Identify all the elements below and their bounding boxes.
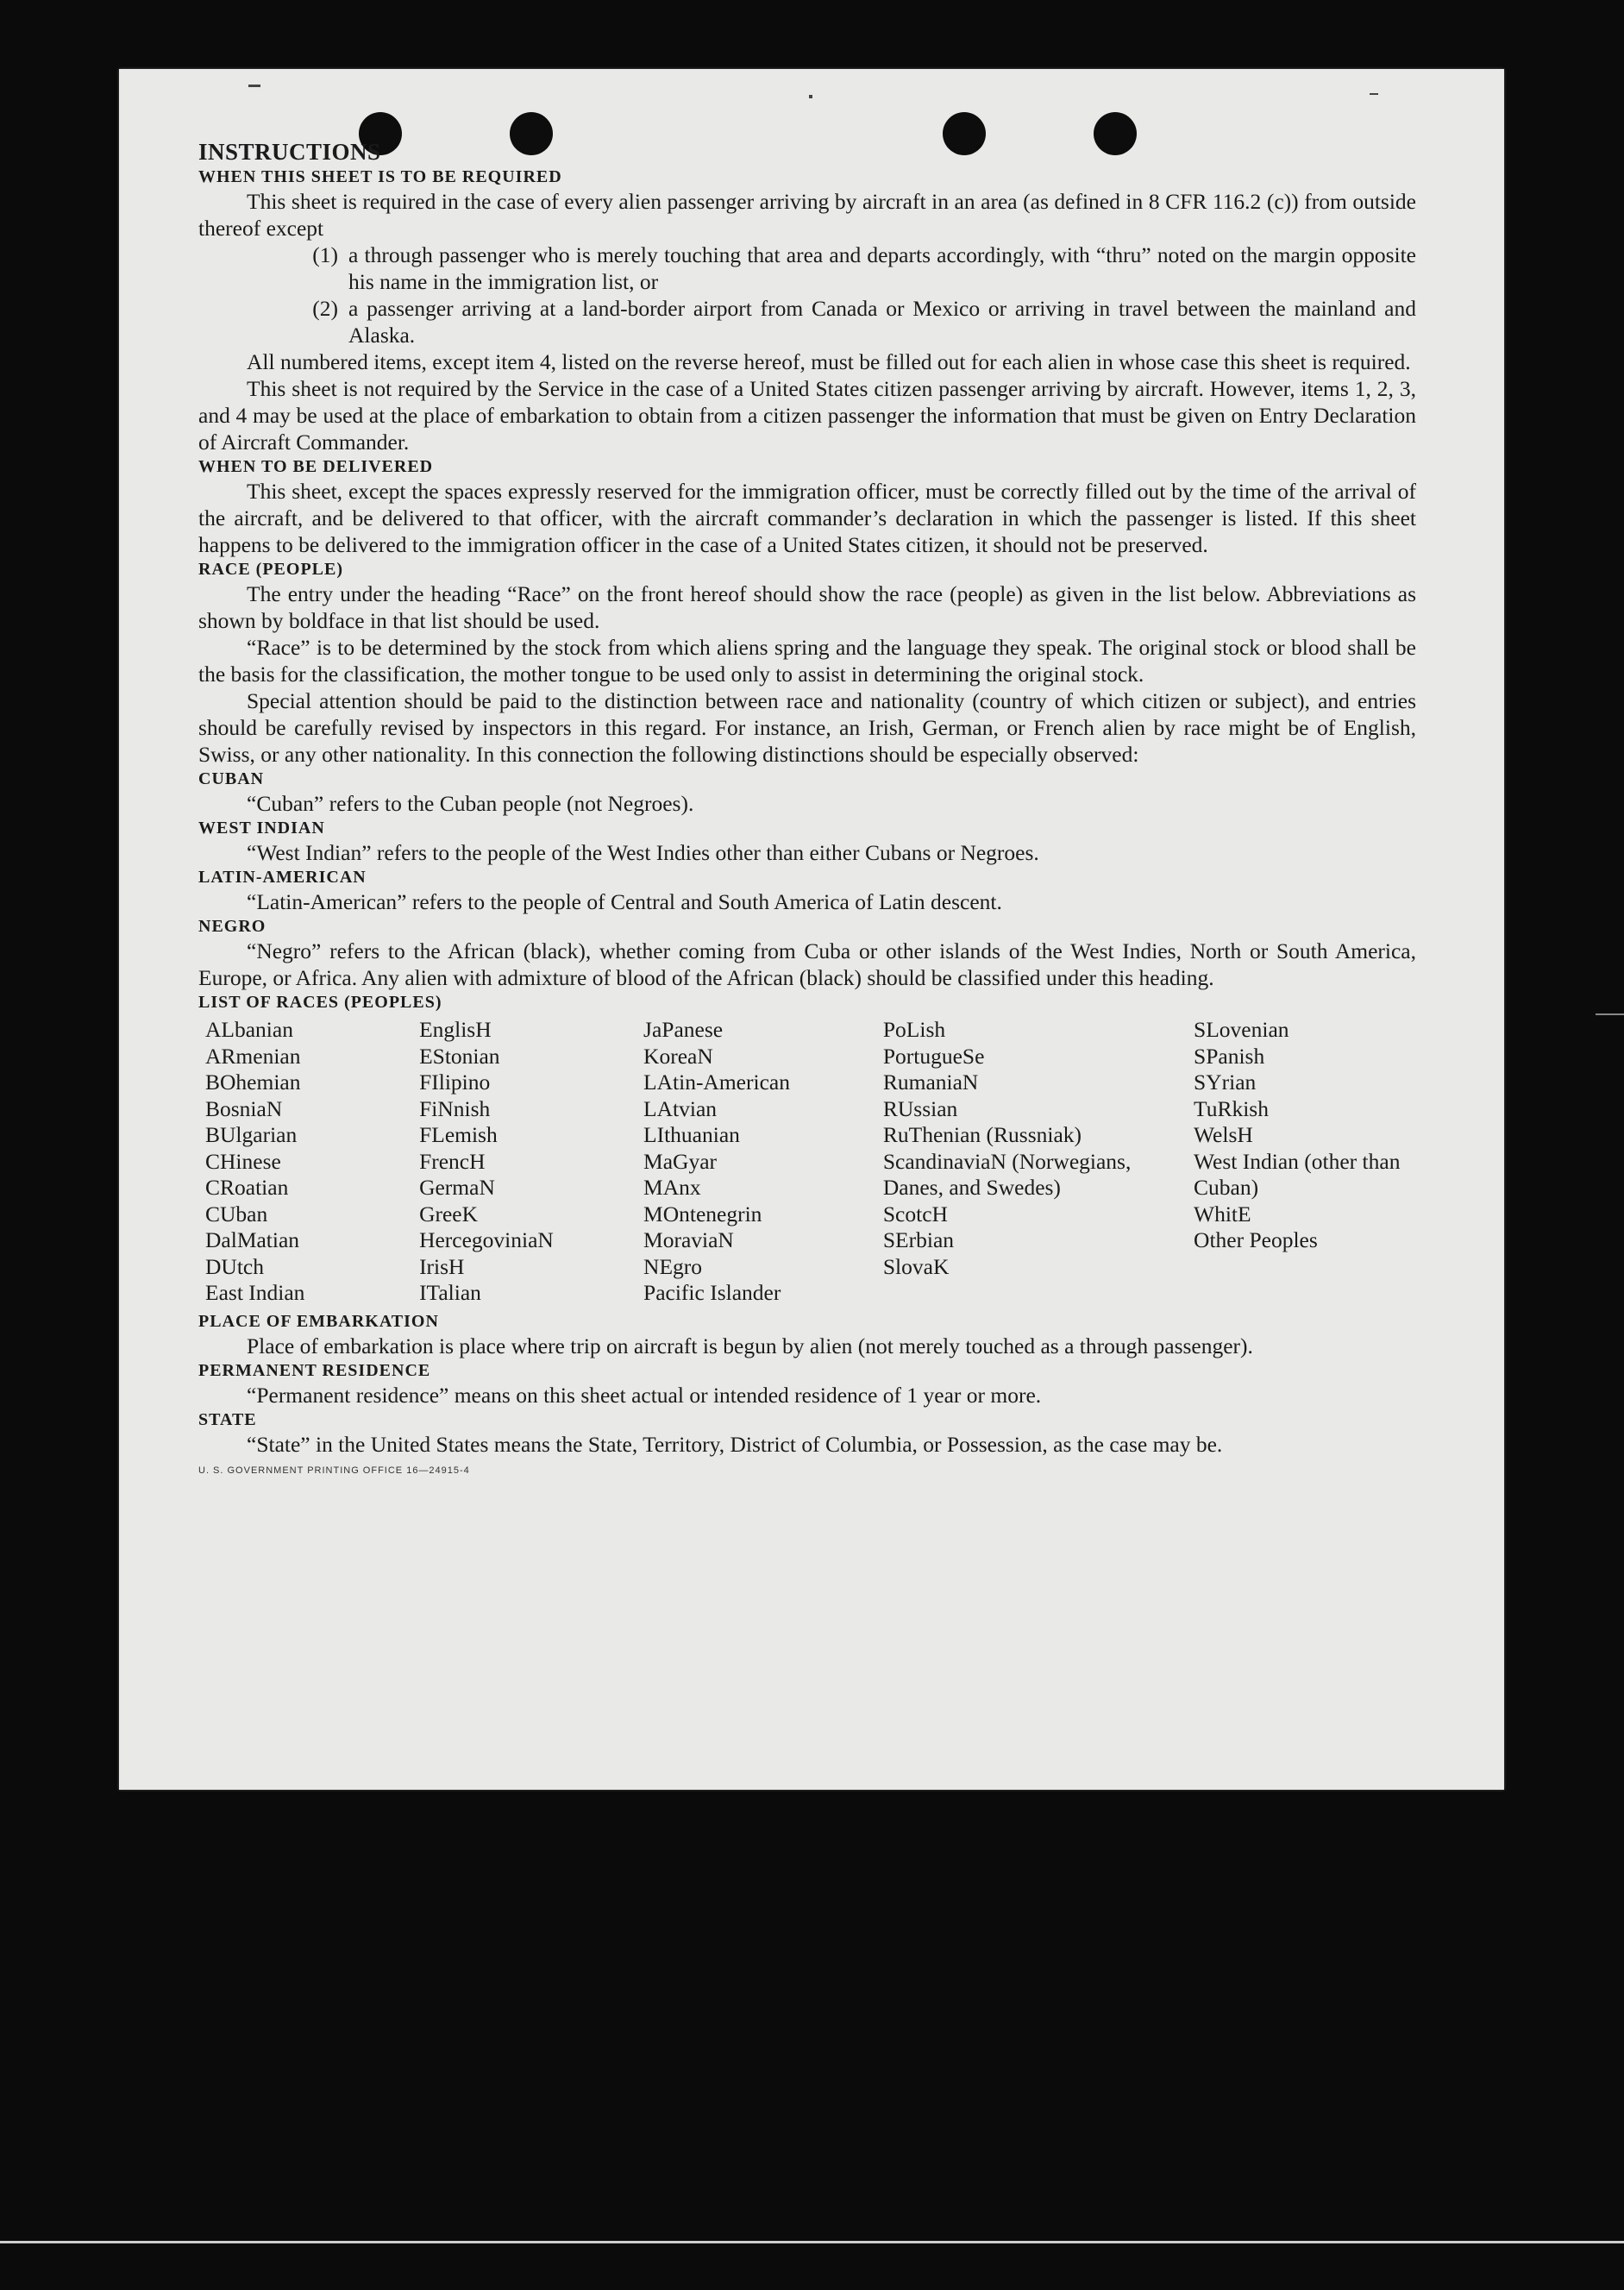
instructions-body xyxy=(198,138,1416,1484)
race-entry: FrencH xyxy=(419,1148,486,1174)
race-entry: LIthuanian xyxy=(643,1122,740,1147)
paragraph: “State” in the United States means the State, Territory, District of Columbia, or Possession, as the case may be. xyxy=(247,1431,1223,1457)
race-entry: MAnx xyxy=(643,1175,701,1200)
race-entry: DUtch xyxy=(205,1253,264,1279)
races-column xyxy=(1194,1017,1416,1307)
race-entry: PoLish xyxy=(882,1017,946,1042)
paragraph: “Permanent residence” means on this sheet actual or intended residence of 1 year or more. xyxy=(247,1382,1042,1408)
paragraph: This sheet is not required by the Service in the case of a United States citizen passenger arriving by aircraft. However, items 1, 2, 3, and 4 may be used at the place of embarkation to obtain from a citizen passenger the information that must be given on Entry Declaration of Aircraft Commander. xyxy=(198,376,1416,455)
paragraph: “Cuban” refers to the Cuban people (not Negroes). xyxy=(247,791,694,816)
speck xyxy=(809,95,812,98)
race-entry: ScotcH xyxy=(882,1201,948,1227)
races-column xyxy=(205,1017,419,1307)
page-title: INSTRUCTIONS xyxy=(198,139,381,165)
list-number: (1) xyxy=(312,242,338,267)
heading-state: STATE xyxy=(198,1409,257,1429)
race-entry: ALbanian xyxy=(205,1017,293,1042)
race-entry: CRoatian xyxy=(205,1175,289,1200)
list-text: a through passenger who is merely touching that area and departs accordingly, with “thru” noted on the margin opposite his name in the immigration list, or xyxy=(348,242,1416,294)
race-entry: ScandinaviaN (Norwegians, Danes, and Swedes) xyxy=(882,1148,1132,1200)
document-sheet xyxy=(119,69,1504,1790)
races-column xyxy=(643,1017,883,1307)
heading-permanent-residence: PERMANENT RESIDENCE xyxy=(198,1360,431,1380)
speck xyxy=(248,85,260,87)
race-entry: West Indian (other than Cuban) xyxy=(1194,1148,1401,1200)
race-entry: SYrian xyxy=(1194,1070,1257,1095)
race-entry: RumaniaN xyxy=(882,1070,979,1095)
race-entry: EnglisH xyxy=(419,1017,492,1042)
race-entry: EStonian xyxy=(419,1043,500,1069)
paragraph: “West Indian” refers to the people of the West Indies other than either Cubans or Negroes. xyxy=(247,840,1039,865)
race-entry: ARmenian xyxy=(205,1043,301,1069)
list-number: (2) xyxy=(312,296,338,321)
heading-latin-american: LATIN-AMERICAN xyxy=(198,868,367,887)
list-item xyxy=(198,242,1416,295)
paragraph: The entry under the heading “Race” on the front hereof should show the race (people) as given in the list below. Abbreviations as shown by boldface in that list should be used. xyxy=(198,581,1416,633)
heading-when-required: WHEN THIS SHEET IS TO BE REQUIRED xyxy=(198,167,562,186)
race-entry: RuThenian (Russniak) xyxy=(882,1122,1082,1147)
race-entry: CUban xyxy=(205,1201,268,1227)
race-entry: PortugueSe xyxy=(882,1043,985,1069)
race-entry: MoraviaN xyxy=(643,1227,734,1252)
paragraph: This sheet is required in the case of every alien passenger arriving by aircraft in an area (as defined in 8 CFR 116.2 (c)) from outside thereof except xyxy=(198,189,1416,241)
paragraph: Place of embarkation is place where trip on aircraft is begun by alien (not merely touched as a through passenger). xyxy=(247,1333,1253,1358)
race-entry: WelsH xyxy=(1194,1122,1253,1147)
race-entry: HercegoviniaN xyxy=(419,1227,554,1252)
race-entry: CHinese xyxy=(205,1148,281,1174)
race-entry: SLovenian xyxy=(1194,1017,1289,1042)
heading-cuban: CUBAN xyxy=(198,769,265,788)
race-entry: WhitE xyxy=(1194,1201,1251,1227)
list-item xyxy=(198,295,1416,348)
race-entry: TuRkish xyxy=(1194,1095,1269,1121)
scan-mark xyxy=(1596,1013,1624,1015)
race-entry: Other Peoples xyxy=(1194,1227,1318,1252)
paragraph: “Race” is to be determined by the stock from which aliens spring and the language they speak. The original stock or blood shall be the basis for the classification, the mother tongue to be used only to assist in determining the original stock. xyxy=(198,635,1416,687)
paragraph: “Negro” refers to the African (black), whether coming from Cuba or other islands of the West Indies, North or South America, Europe, or Africa. Any alien with admixture of blood of the African (black) should be classified under this heading. xyxy=(198,938,1416,990)
paragraph: All numbered items, except item 4, listed on the reverse hereof, must be filled out for each alien in whose case this sheet is required. xyxy=(247,349,1411,374)
race-entry: BosniaN xyxy=(205,1095,283,1121)
scan-border-line xyxy=(0,2241,1624,2243)
race-entry: ITalian xyxy=(419,1280,481,1305)
race-entry: MaGyar xyxy=(643,1148,717,1174)
race-entry: SErbian xyxy=(882,1227,955,1252)
race-entry: SlovaK xyxy=(882,1253,950,1279)
race-entry: BUlgarian xyxy=(205,1122,298,1147)
paragraph: This sheet, except the spaces expressly reserved for the immigration officer, must be correctly filled out by the time of the arrival of the aircraft, and be delivered to that officer, with the aircraft commander’s declaration in which the passenger is listed. If this sheet happens to be delivered to the immigration officer in the case of a United States citizen, it should not be preserved. xyxy=(198,479,1416,557)
heading-list-of-races: LIST OF RACES (PEOPLES) xyxy=(198,993,442,1012)
race-entry: GermaN xyxy=(419,1175,495,1200)
heading-race: RACE (PEOPLE) xyxy=(198,560,343,579)
race-entry: FLemish xyxy=(419,1122,498,1147)
paragraph: Special attention should be paid to the distinction between race and nationality (country of which citizen or subject), and entries should be carefully revised by inspectors in this regard. For instance, an Irish, German, or French alien by race might be of English, Swiss, or any other nationality. In this connection the following distinctions should be especially observed: xyxy=(198,688,1416,767)
heading-when-delivered: WHEN TO BE DELIVERED xyxy=(198,457,434,476)
race-entry: East Indian xyxy=(205,1280,305,1305)
race-entry: NEgro xyxy=(643,1253,703,1279)
heading-place-of-embarkation: PLACE OF EMBARKATION xyxy=(198,1311,439,1331)
race-entry: Pacific Islander xyxy=(643,1280,781,1305)
paragraph: “Latin-American” refers to the people of Central and South America of Latin descent. xyxy=(247,889,1002,914)
races-column xyxy=(883,1017,1194,1307)
speck xyxy=(1370,93,1378,95)
races-list xyxy=(205,1017,1416,1307)
race-entry: LAtvian xyxy=(643,1095,718,1121)
races-column xyxy=(419,1017,643,1307)
race-entry: IrisH xyxy=(419,1253,465,1279)
race-entry: JaPanese xyxy=(643,1017,724,1042)
list-text: a passenger arriving at a land-border airport from Canada or Mexico or arriving in travel between the mainland and Alaska. xyxy=(348,296,1416,348)
race-entry: MOntenegrin xyxy=(643,1201,762,1227)
printer-imprint: U. S. GOVERNMENT PRINTING OFFICE 16—24915-4 xyxy=(198,1465,470,1476)
race-entry: FiNnish xyxy=(419,1095,491,1121)
heading-negro: NEGRO xyxy=(198,917,266,936)
race-entry: RUssian xyxy=(882,1095,958,1121)
race-entry: BOhemian xyxy=(205,1070,301,1095)
heading-west-indian: WEST INDIAN xyxy=(198,819,325,838)
race-entry: GreeK xyxy=(419,1201,479,1227)
race-entry: KoreaN xyxy=(643,1043,713,1069)
race-entry: DalMatian xyxy=(205,1227,300,1252)
race-entry: FIlipino xyxy=(419,1070,491,1095)
race-entry: LAtin-American xyxy=(643,1070,790,1095)
race-entry: SPanish xyxy=(1194,1043,1265,1069)
